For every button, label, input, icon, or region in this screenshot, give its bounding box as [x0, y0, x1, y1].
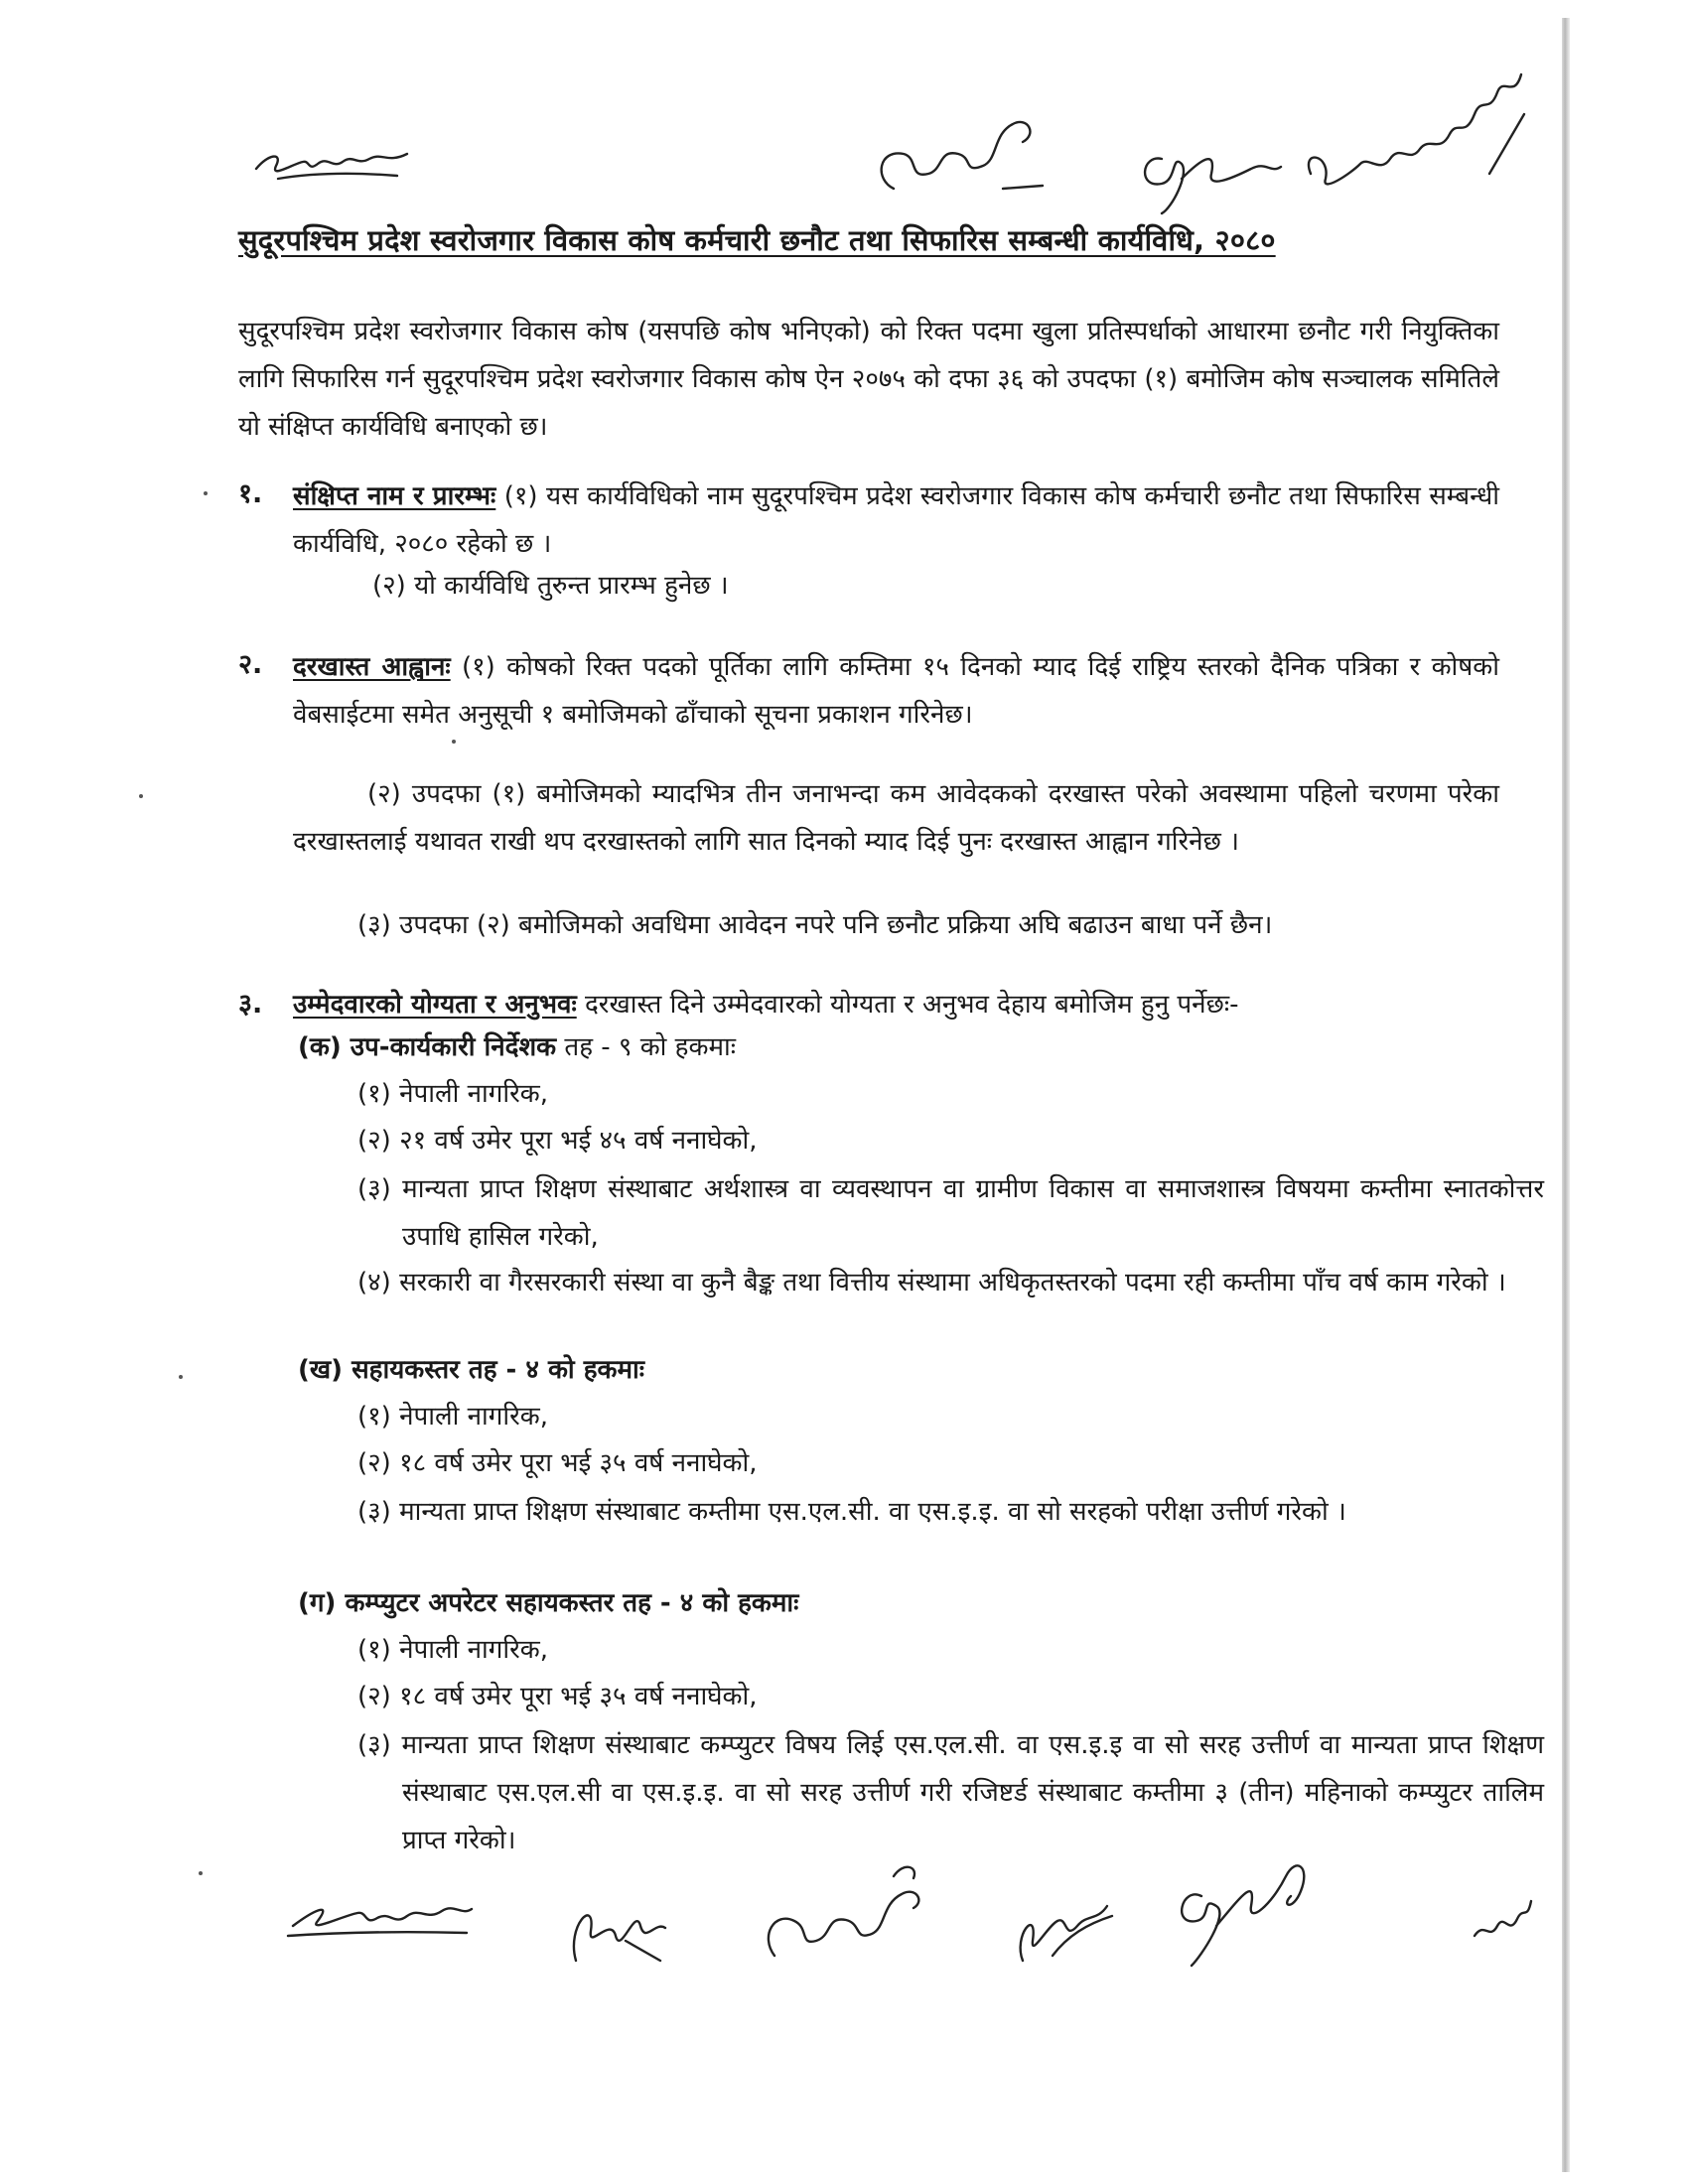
- group-ka-item-3: (३) मान्यता प्राप्त शिक्षण संस्थाबाट अर्थशास्त्र वा व्यवस्थापन वा ग्रामीण विकास वा समाजशास्त्र विषयमा कम्तीमा स्नातकोत्तर उपाधि हासिल गरेको,: [357, 1174, 1544, 1252]
- group-kha-label: (ख) सहायकस्तर तह - ४ को हकमाः: [298, 1355, 645, 1385]
- section-1-text: (१) यस कार्यविधिको नाम सुदूरपश्चिम प्रदेश स्वरोजगार विकास कोष कर्मचारी छनौट तथा सिफारिस सम्बन्धी कार्यविधि, २०८० रहेको छ ।: [293, 481, 1500, 559]
- section-2-body: [293, 643, 1499, 739]
- section-3-heading: उम्मेदवारको योग्यता र अनुभवः: [293, 990, 577, 1020]
- group-ka-suffix: तह - ९ को हकमाः: [564, 1032, 736, 1062]
- signature-bottom-6: [1470, 1881, 1539, 1961]
- section-number-1: १.: [238, 478, 263, 509]
- group-ga-item-3: (३) मान्यता प्राप्त शिक्षण संस्थाबाट कम्प्युटर विषय लिई एस.एल.सी. वा एस.इ.इ वा सो सरह उत्तीर्ण वा मान्यता प्राप्त शिक्षण संस्थाबाट एस.एल.सी वा एस.इ.इ. वा सो सरह उत्तीर्ण गरी रजिष्टर्ड संस्थाबाट कम्तीमा ३ (तीन) महिनाको कम्प्युटर तालिम प्राप्त गरेको।: [357, 1730, 1544, 1855]
- preamble-paragraph: सुदूरपश्चिम प्रदेश स्वरोजगार विकास कोष (यसपछि कोष भनिएको) को रिक्त पदमा खुला प्रतिस्पर्धाको आधारमा छनौट गरी नियुक्तिका लागि सिफारिस गर्न सुदूरपश्चिम प्रदेश स्वरोजगार विकास कोष ऐन २०७५ को दफा ३६ को उपदफा (१) बमोजिम कोष सञ्चालक समितिले यो संक्षिप्त कार्यविधि बनाएको छ।: [238, 317, 1499, 442]
- scan-page-edge: [1562, 18, 1570, 2172]
- section-3-header-line: [293, 983, 1238, 1026]
- group-kha-item-1: (१) नेपाली नागरिक,: [357, 1402, 549, 1432]
- section-number-2: २.: [238, 649, 263, 680]
- group-ga-item-2: (२) १८ वर्ष उमेर पूरा भई ३५ वर्ष ननाघेको,: [357, 1682, 758, 1711]
- group-ka-item-2: (२) २१ वर्ष उमेर पूरा भई ४५ वर्ष ननाघेको,: [357, 1126, 758, 1156]
- section-2-subclause-2: (२) उपदफा (१) बमोजिमको म्यादभित्र तीन जनाभन्दा कम आवेदकको दरखास्त परेको अवस्थामा पहिलो चरणमा परेका दरखास्तलाई यथावत राखी थप दरखास्तको लागि सात दिनको म्याद दिई पुनः दरखास्त आह्वान गरिनेछ ।: [293, 779, 1499, 857]
- section-1-body: [293, 473, 1499, 568]
- scan-speck: [139, 794, 143, 798]
- group-kha-item-3: (३) मान्यता प्राप्त शिक्षण संस्थाबाट कम्तीमा एस.एल.सी. वा एस.इ.इ. वा सो सरहको परीक्षा उत्तीर्ण गरेको ।: [357, 1497, 1346, 1527]
- section-1-heading: संक्षिप्त नाम र प्रारम्भः: [293, 481, 496, 511]
- document-title: सुदूरपश्चिम प्रदेश स्वरोजगार विकास कोष कर्मचारी छनौट तथा सिफारिस सम्बन्धी कार्यविधि, २०८०: [238, 223, 1276, 257]
- scan-speck: [452, 740, 456, 744]
- section-1-subclause: (२) यो कार्यविधि तुरुन्त प्रारम्भ हुनेछ ।: [372, 571, 729, 601]
- section-number-3: ३.: [238, 989, 263, 1020]
- group-ga-label: (ग) कम्प्युटर अपरेटर सहायकस्तर तह - ४ को हकमाः: [298, 1588, 799, 1618]
- signature-bottom-4: [993, 1866, 1122, 1976]
- section-2-subclause-3: (३) उपदफा (२) बमोजिमको अवधिमा आवेदन नपरे पनि छनौट प्रक्रिया अघि बढाउन बाधा पर्ने छैन।: [357, 910, 1273, 940]
- scan-speck: [204, 491, 208, 495]
- signature-bottom-2: [556, 1866, 675, 1976]
- group-ga-item-1: (१) नेपाली नागरिक,: [357, 1635, 549, 1665]
- signature-top-right-1: [1122, 119, 1291, 218]
- group-kha-item-2: (२) १८ वर्ष उमेर पूरा भई ३५ वर्ष ननाघेको,: [357, 1448, 758, 1478]
- signature-bottom-3: [755, 1846, 983, 1976]
- group-ka-item-4: (४) सरकारी वा गैरसरकारी संस्था वा कुनै बैङ्क तथा वित्तीय संस्थामा अधिकृतस्तरको पदमा रही कम्तीमा पाँच वर्ष काम गरेको ।: [357, 1268, 1506, 1297]
- section-2-heading: दरखास्त आह्वानः: [293, 652, 451, 682]
- scan-speck: [199, 1871, 203, 1875]
- section-2-text: (१) कोषको रिक्त पदको पूर्तिका लागि कम्तिमा १५ दिनको म्याद दिई राष्ट्रिय स्तरको दैनिक पत्रिका र कोषको वेबसाईटमा समेत अनुसूची १ बमोजिमको ढाँचाको सूचना प्रकाशन गरिनेछ।: [293, 652, 1500, 730]
- scan-speck: [179, 1375, 183, 1379]
- signature-bottom-1: [273, 1871, 482, 1951]
- group-ka-item-1: (१) नेपाली नागरिक,: [357, 1079, 549, 1109]
- signature-top-right-2: [1291, 55, 1539, 204]
- section-3-text: दरखास्त दिने उम्मेदवारको योग्यता र अनुभव देहाय बमोजिम हुनु पर्नेछः-: [585, 990, 1239, 1020]
- signature-top-center: [864, 94, 1082, 204]
- group-ka-label: [298, 1025, 736, 1069]
- signature-top-left: [248, 124, 427, 194]
- signature-bottom-5: [1162, 1837, 1331, 1976]
- group-ka-title: (क) उप-कार्यकारी निर्देशक: [298, 1032, 557, 1062]
